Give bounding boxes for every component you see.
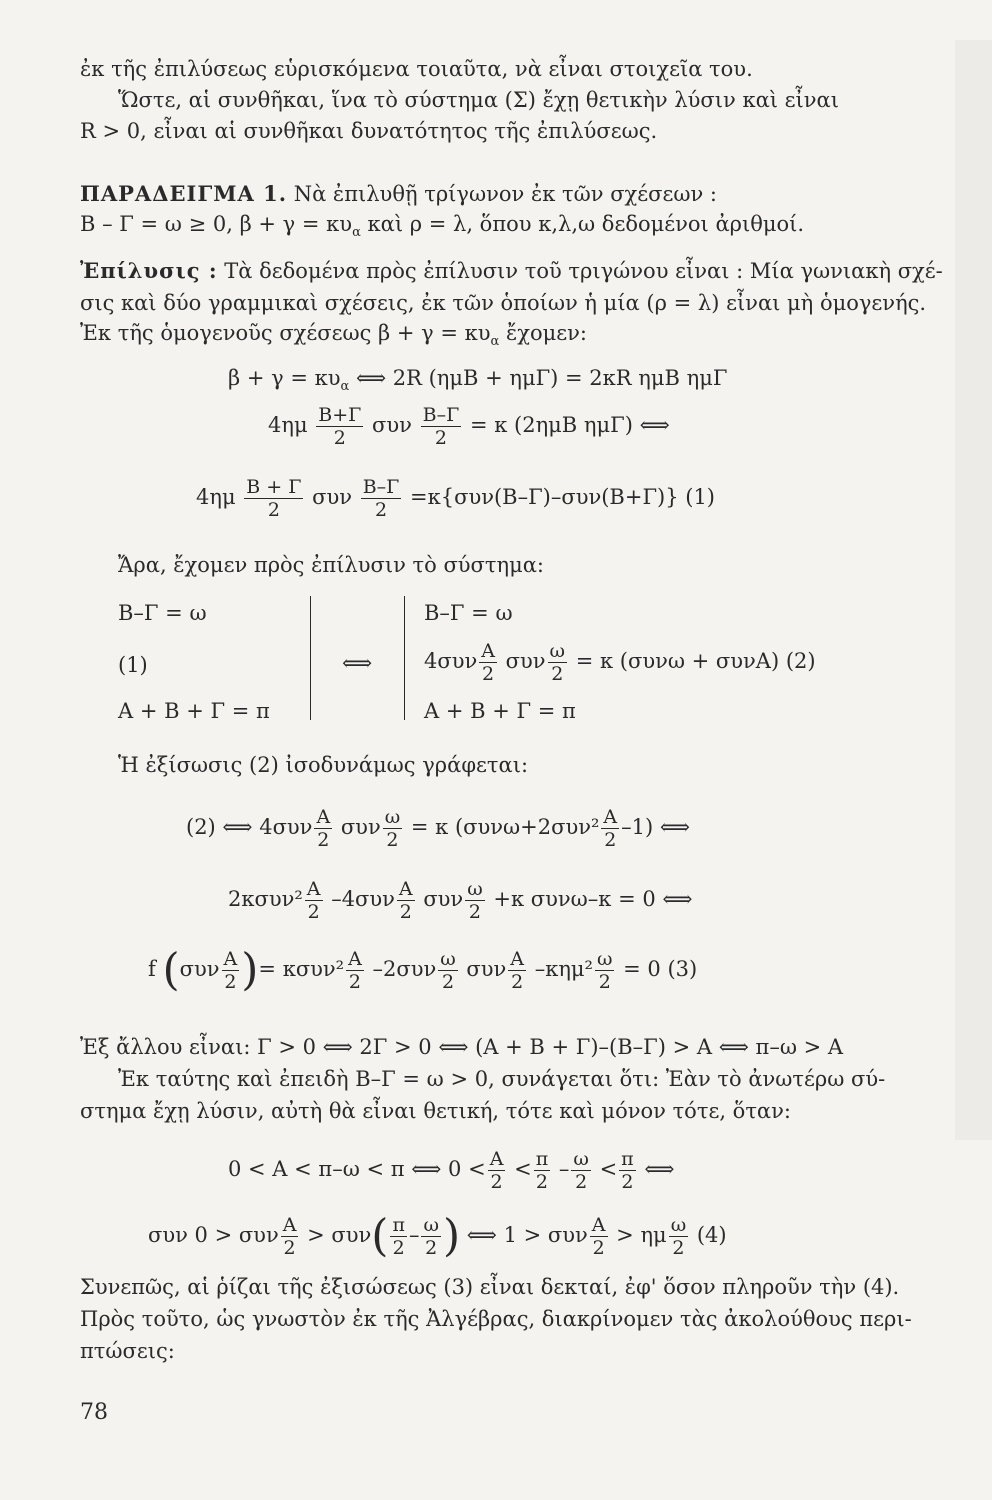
fraction-w-2: $\frac{\omega}{2}$ bbox=[573, 1148, 589, 1193]
page-number: 78 bbox=[80, 1400, 108, 1425]
system-right-2: 4συν $\frac{A}{2}$ συν $\frac{\omega}{2}$ = κ (συνω + συνΑ) (2) bbox=[424, 640, 816, 685]
solution-line-3 bbox=[80, 320, 587, 355]
fraction-pi-2: $\frac{\pi}{2}$ bbox=[621, 1148, 634, 1193]
equation-q1: (2) ⟺ 4συν $\frac{A}{2}$ συν $\frac{\omega}{2}$ = κ (συνω+2συν² $\frac{A}{2}$ –1) ⟺ bbox=[186, 806, 690, 851]
bleed-through-shadow bbox=[955, 40, 992, 1140]
text-line-3: R > 0, εἶναι αἱ συνθῆκαι δυνατότητος τῆς ἐπιλύσεως. bbox=[80, 119, 658, 143]
fraction-w-2: $\frac{\omega}{2}$ bbox=[549, 640, 566, 685]
system-left-1: Β–Γ = ω bbox=[118, 601, 207, 625]
eq2-ημ: 4ημ bbox=[268, 413, 308, 437]
eq1-subscript: α bbox=[340, 379, 350, 395]
condition-subscript: α bbox=[352, 225, 361, 241]
inequality-p1: 0 < Α < π–ω < π ⟺ 0 < $\frac{A}{2}$ < $\frac{\pi}{2}$ – $\frac{\omega}{2}$ < $\frac{\pi}{2}$ ⟺ bbox=[228, 1148, 675, 1193]
example-conditions bbox=[80, 211, 804, 246]
ektaut-line-1: Ἐκ ταύτης καὶ ἐπειδὴ Β–Γ = ω > 0, συνάγεται ὅτι: Ἐὰν τὸ ἀνωτέρω σύ- bbox=[118, 1067, 886, 1091]
fraction-A-2: $\frac{A}{2}$ bbox=[591, 1214, 606, 1259]
fraction-w-2: $\frac{\omega}{2}$ bbox=[384, 806, 401, 851]
eq1-left: β + γ = κυ bbox=[228, 366, 341, 390]
fraction-A-2: $\frac{A}{2}$ bbox=[316, 806, 331, 851]
solution-text-1: Τὰ δεδομένα πρὸς ἐπίλυσιν τοῦ τριγώνου εἶναι : Μία γωνιακὴ σχέ- bbox=[224, 259, 943, 283]
fraction-A-2: $\frac{A}{2}$ bbox=[489, 1148, 504, 1193]
fraction-BmG-2: $\frac{B-\Gamma}{2}$ bbox=[422, 404, 460, 449]
system-right-3: Α + Β + Γ = π bbox=[424, 699, 576, 723]
fraction-w-2: $\frac{\omega}{2}$ bbox=[467, 878, 483, 923]
solution-line-2: σις καὶ δύο γραμμικαὶ σχέσεις, ἐκ τῶν ὁποίων ἡ μία (ρ = λ) εἶναι μὴ ὁμογενής. bbox=[80, 291, 927, 315]
system-left-3: Α + Β + Γ = π bbox=[118, 699, 270, 723]
equation-3 bbox=[196, 476, 715, 521]
fraction-pi-2: $\frac{\pi}{2}$ bbox=[392, 1214, 405, 1259]
example-heading: ΠΑΡΑΔΕΙΓΜΑ 1. bbox=[80, 181, 288, 206]
equation-1 bbox=[228, 365, 727, 400]
equation-2 bbox=[268, 404, 670, 449]
fraction-A-2: $\frac{A}{2}$ bbox=[510, 948, 525, 993]
text-line-1: ἐκ τῆς ἐπιλύσεως εὑρισκόμενα τοιαῦτα, νὰ εἶναι στοιχεῖα του. bbox=[80, 57, 753, 81]
fraction-A-2: $\frac{A}{2}$ bbox=[603, 806, 618, 851]
exallou-line: Ἐξ ἄλλου εἶναι: Γ > 0 ⟺ 2Γ > 0 ⟺ (Α + Β + Γ)–(Β–Γ) > Α ⟺ π–ω > Α bbox=[80, 1035, 844, 1059]
example-line bbox=[80, 181, 717, 207]
fraction-BpG2-2: $\frac{B + \Gamma}{2}$ bbox=[246, 476, 302, 521]
fraction-A-2: $\frac{A}{2}$ bbox=[223, 948, 238, 993]
fraction-BpG-2: $\frac{B+\Gamma}{2}$ bbox=[318, 404, 362, 449]
fraction-pi-2: $\frac{\pi}{2}$ bbox=[535, 1148, 549, 1193]
solution-text-3b: ἔχομεν: bbox=[499, 321, 587, 345]
pros-line: Πρὸς τοῦτο, ὡς γνωστὸν ἐκ τῆς Ἀλγέβρας, διακρίνομεν τὰς ἀκολούθους περι- bbox=[80, 1307, 912, 1331]
isod-line: Ἡ ἐξίσωσις (2) ἰσοδυνάμως γράφεται: bbox=[118, 753, 529, 777]
condition-part-2: καὶ ρ = λ, ὅπου κ,λ,ω δεδομένοι ἀριθμοί. bbox=[360, 212, 805, 236]
fraction-A-2: $\frac{A}{2}$ bbox=[348, 948, 362, 993]
ptos-line: πτώσεις: bbox=[80, 1339, 175, 1363]
fraction-BmG2-2: $\frac{B-\Gamma}{2}$ bbox=[362, 476, 400, 521]
text-line-2: Ὥστε, αἱ συνθῆκαι, ἵνα τὸ σύστημα (Σ) ἔχῃ θετικὴν λύσιν καὶ εἶναι bbox=[118, 88, 839, 112]
eq3-συν: συν bbox=[312, 485, 352, 509]
fraction-w-2: $\frac{\omega}{2}$ bbox=[596, 948, 613, 993]
eq3-right: =κ{συν(Β–Γ)–συν(Β+Γ)} (1) bbox=[410, 485, 716, 509]
ektaut-line-2: στημα ἔχῃ λύσιν, αὐτὴ θὰ εἶναι θετική, τότε καὶ μόνον τότε, ὅταν: bbox=[80, 1099, 791, 1123]
solution-text-3a: Ἐκ τῆς ὁμογενοῦς σχέσεως β + γ = κυ bbox=[80, 321, 491, 345]
example-text: Νὰ ἐπιλυθῇ τρίγωνον ἐκ τῶν σχέσεων : bbox=[293, 182, 717, 206]
condition-part-1: Β – Γ = ω ≥ 0, β + γ = κυ bbox=[80, 212, 353, 236]
solution-subscript: α bbox=[490, 334, 500, 350]
fraction-A-2: $\frac{A}{2}$ bbox=[398, 878, 413, 923]
solution-line-1 bbox=[80, 258, 943, 284]
eq3-ημ: 4ημ bbox=[196, 485, 236, 509]
equation-q2: 2κσυν² $\frac{A}{2}$ –4συν $\frac{A}{2}$ συν $\frac{\omega}{2}$ +κ συνω–κ = 0 ⟺ bbox=[228, 878, 693, 923]
system-left-2: (1) bbox=[118, 653, 148, 677]
fraction-A-2: $\frac{A}{2}$ bbox=[481, 640, 495, 685]
inequality-p2: συν 0 > συν $\frac{A}{2}$ > συν( $\frac{\pi}{2}$ – $\frac{\omega}{2}$ ) ⟺ 1 > συν $\frac{A}{2}$ > ημ $\frac{\omega}{2}$ (4) bbox=[148, 1210, 727, 1262]
eq2-συν: συν bbox=[372, 413, 412, 437]
system-bracket-right bbox=[300, 596, 311, 720]
fraction-w-2: $\frac{\omega}{2}$ bbox=[670, 1214, 687, 1259]
fraction-A-2: $\frac{A}{2}$ bbox=[282, 1214, 297, 1259]
system-right-1: Β–Γ = ω bbox=[424, 601, 513, 625]
fraction-A-2: $\frac{A}{2}$ bbox=[306, 878, 321, 923]
system-bracket-left bbox=[404, 596, 415, 720]
ara-line: Ἄρα, ἔχομεν πρὸς ἐπίλυσιν τὸ σύστημα: bbox=[118, 553, 544, 577]
solution-heading: Ἐπίλυσις : bbox=[80, 258, 218, 283]
equation-q3: f (συν $\frac{A}{2}$ )= κσυν² $\frac{A}{2}$ –2συν $\frac{\omega}{2}$ συν $\frac{A}{2}$ –κημ² $\frac{\omega}{2}$ = 0 (3) bbox=[148, 944, 698, 996]
fraction-w-2: $\frac{\omega}{2}$ bbox=[440, 948, 456, 993]
eq2-right: = κ (2ημΒ ημΓ) ⟺ bbox=[469, 413, 670, 437]
eq1-right: ⟺ 2R (ημΒ + ημΓ) = 2κR ημΒ ημΓ bbox=[349, 366, 728, 390]
system-iff: ⟺ bbox=[342, 651, 373, 675]
synep-line: Συνεπῶς, αἱ ῥίζαι τῆς ἐξισώσεως (3) εἶναι δεκταί, ἐφ' ὅσον πληροῦν τὴν (4). bbox=[80, 1275, 900, 1299]
fraction-w-2: $\frac{\omega}{2}$ bbox=[423, 1214, 439, 1259]
